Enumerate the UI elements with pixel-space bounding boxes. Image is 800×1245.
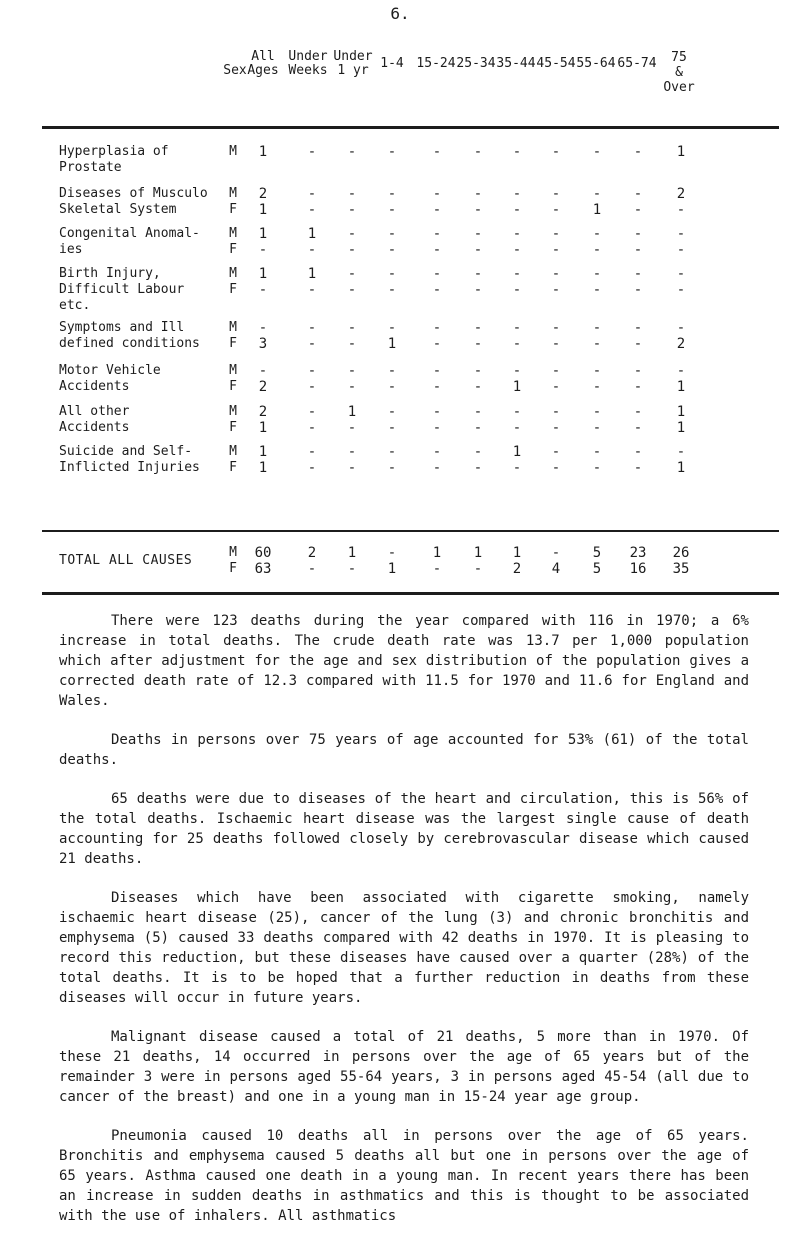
table-cell: - (512, 186, 522, 202)
table-cell: - (307, 186, 317, 202)
sex-cell: M (229, 404, 237, 419)
table-cell: - (307, 282, 317, 298)
table-cell: - (307, 144, 317, 160)
table-cell: - (551, 404, 561, 420)
table-cell: - (592, 242, 602, 258)
table-cell: - (592, 336, 602, 352)
table-cell: - (432, 202, 442, 218)
table-cell: - (307, 336, 317, 352)
column-header: 45-54 (536, 56, 576, 71)
total-cell: 63 (254, 561, 272, 577)
sex-cell: M (229, 363, 237, 378)
table-cell: - (512, 420, 522, 436)
table-cell: - (347, 460, 357, 476)
column-header: 65-74 (617, 56, 657, 71)
table-cell: - (307, 363, 317, 379)
sex-cell: M (229, 186, 237, 201)
row-label: Symptoms and Ill (59, 320, 185, 335)
table-cell: - (347, 336, 357, 352)
table-cell: 3 (258, 336, 268, 352)
table-cell: - (592, 379, 602, 395)
body-text (59, 611, 749, 1245)
table-cell: - (387, 460, 397, 476)
table-cell: - (676, 282, 686, 298)
table-cell: - (633, 282, 643, 298)
row-label: Accidents (59, 420, 130, 435)
table-cell: 2 (676, 336, 686, 352)
table-header (0, 50, 800, 120)
table-cell: - (432, 363, 442, 379)
table-cell: - (551, 460, 561, 476)
total-cell: - (307, 561, 317, 577)
row-label: All other (59, 404, 130, 419)
row-label: Birth Injury, (59, 266, 161, 281)
table-cell: - (473, 226, 483, 242)
table-cell: - (473, 444, 483, 460)
table-cell: - (347, 420, 357, 436)
table-cell: - (432, 320, 442, 336)
table-cell: 1 (347, 404, 357, 420)
table-cell: - (592, 144, 602, 160)
row-label: Diseases of Musculo (59, 186, 208, 201)
table-cell: - (512, 460, 522, 476)
sex-cell: M (229, 144, 237, 159)
row-label: ies (59, 242, 83, 257)
sex-cell: M (229, 226, 237, 241)
column-header: Sex (223, 63, 247, 78)
table-cell: - (551, 444, 561, 460)
table-cell: 1 (258, 420, 268, 436)
total-cell: - (551, 545, 561, 561)
table-cell: - (551, 336, 561, 352)
table-cell: - (432, 186, 442, 202)
table-cell: - (676, 444, 686, 460)
paragraph: Pneumonia caused 10 deaths all in persons over the age of 65 years. Bronchitis and emphysema caused 5 deaths all but one in persons over the age of 65 years. Asthma caused one death in a young man. In recent years there has been an increase in sudden deaths in asthmatics and this is thought to be associated with the use of inhalers. All asthmatics (59, 1128, 749, 1224)
table-cell: - (676, 226, 686, 242)
sex-cell: F (229, 336, 237, 351)
total-cell: 1 (473, 545, 483, 561)
table-cell: - (307, 202, 317, 218)
table-cell: - (512, 336, 522, 352)
sex-cell: M (229, 545, 237, 560)
column-header: 75 & Over (663, 50, 695, 95)
table-cell: - (676, 266, 686, 282)
table-cell: 1 (258, 202, 268, 218)
table-cell: - (432, 242, 442, 258)
table-cell: - (347, 144, 357, 160)
table-cell: - (432, 266, 442, 282)
table-cell: 1 (258, 444, 268, 460)
table-cell: - (512, 242, 522, 258)
row-label: defined conditions (59, 336, 200, 351)
table-cell: - (432, 444, 442, 460)
table-cell: - (592, 186, 602, 202)
table-cell: - (258, 320, 268, 336)
total-cell: 1 (512, 545, 522, 561)
table-cell: - (432, 404, 442, 420)
table-cell: - (633, 226, 643, 242)
table-cell: - (347, 226, 357, 242)
table-cell: - (592, 444, 602, 460)
column-header: 1-4 (380, 56, 404, 71)
paragraph: Deaths in persons over 75 years of age accounted for 53% (61) of the total deaths. (59, 732, 749, 768)
row-label: Motor Vehicle (59, 363, 161, 378)
table-cell: - (387, 186, 397, 202)
table-cell: - (473, 420, 483, 436)
table-cell: - (307, 242, 317, 258)
table-cell: - (473, 363, 483, 379)
table-cell: 1 (512, 444, 522, 460)
table-cell: - (512, 404, 522, 420)
table-cell: - (512, 144, 522, 160)
table-cell: - (592, 266, 602, 282)
column-header: 35-44 (496, 56, 536, 71)
table-cell: - (633, 144, 643, 160)
table-cell: 1 (258, 460, 268, 476)
total-cell: 4 (551, 561, 561, 577)
table-cell: - (473, 242, 483, 258)
table-cell: - (473, 336, 483, 352)
table-cell: - (307, 460, 317, 476)
table-cell: - (387, 363, 397, 379)
row-label: Accidents (59, 379, 130, 394)
table-cell: - (258, 363, 268, 379)
table-cell: - (473, 379, 483, 395)
table-cell: - (676, 363, 686, 379)
table-cell: - (551, 202, 561, 218)
table-cell: 1 (676, 420, 686, 436)
table-cell: - (307, 320, 317, 336)
table-cell: - (592, 363, 602, 379)
table-cell: - (676, 320, 686, 336)
table-cell: - (551, 226, 561, 242)
table-cell: - (512, 226, 522, 242)
table-cell: - (551, 320, 561, 336)
table-cell: - (387, 444, 397, 460)
table-cell: - (473, 144, 483, 160)
table-cell: - (347, 242, 357, 258)
row-label: Congenital Anomal- (59, 226, 200, 241)
total-cell: 5 (592, 545, 602, 561)
table-cell: - (512, 202, 522, 218)
table-cell: - (347, 363, 357, 379)
sex-cell: F (229, 379, 237, 394)
total-cell: 1 (347, 545, 357, 561)
row-label: Difficult Labour (59, 282, 185, 297)
table-cell: - (551, 186, 561, 202)
table-cell: 2 (258, 379, 268, 395)
table-cell: - (347, 282, 357, 298)
table-cell: 1 (676, 379, 686, 395)
table-cell: - (551, 363, 561, 379)
column-header: Under Weeks (288, 49, 328, 78)
table-cell: - (592, 460, 602, 476)
total-cell: - (432, 561, 442, 577)
table-cell: 2 (258, 186, 268, 202)
table-cell: - (512, 266, 522, 282)
table-cell: - (307, 404, 317, 420)
sex-cell: F (229, 202, 237, 217)
table-cell: - (387, 202, 397, 218)
total-cell: - (347, 561, 357, 577)
total-label: TOTAL ALL CAUSES (59, 553, 193, 568)
table-cell: - (633, 379, 643, 395)
total-cell: 5 (592, 561, 602, 577)
table-cell: - (592, 226, 602, 242)
table-cell: - (387, 144, 397, 160)
table-cell: - (432, 379, 442, 395)
table-cell: - (633, 363, 643, 379)
table-cell: - (633, 320, 643, 336)
table-bottom-rule (42, 592, 779, 595)
total-cell: 1 (387, 561, 397, 577)
table-cell: - (258, 282, 268, 298)
row-label: Skeletal System (59, 202, 177, 217)
table-cell: 1 (676, 460, 686, 476)
paragraph: Diseases which have been associated with cigarette smoking, namely ischaemic heart disease (25), cancer of the lung (3) and chronic bronchitis and emphysema (5) caused 33 deaths compared with 42 deaths in 1970. It is pleasing to record this reduction, but these diseases have caused over a quarter (28%) of the total deaths. It is to be hoped that a further reduction in deaths from these diseases will occur in future years. (59, 890, 749, 1006)
table-cell: - (473, 404, 483, 420)
table-cell: - (387, 242, 397, 258)
table-cell: - (347, 444, 357, 460)
table-cell: - (432, 282, 442, 298)
table-cell: - (347, 186, 357, 202)
sex-cell: F (229, 242, 237, 257)
total-cell: 2 (307, 545, 317, 561)
sex-cell: F (229, 561, 237, 576)
table-cell: - (592, 420, 602, 436)
table-cell: - (347, 379, 357, 395)
table-cell: - (387, 282, 397, 298)
row-label: etc. (59, 298, 91, 313)
sex-cell: F (229, 282, 237, 297)
table-cell: - (387, 266, 397, 282)
total-cell: 60 (254, 545, 272, 561)
table-cell: - (432, 460, 442, 476)
sex-cell: M (229, 444, 237, 459)
table-cell: 1 (307, 226, 317, 242)
table-cell: - (633, 336, 643, 352)
table-cell: - (551, 266, 561, 282)
column-header: Under 1 yr (333, 49, 373, 78)
table-cell: - (633, 420, 643, 436)
paragraph: Malignant disease caused a total of 21 deaths, 5 more than in 1970. Of these 21 deaths, 14 occurred in persons over the age of 65 years but of the remainder 3 were in persons aged 55-64 years, 3 in persons aged 45-54 (all due to cancer of the breast) and one in a young man in 15-24 year age group. (59, 1029, 749, 1105)
total-cell: - (387, 545, 397, 561)
table-cell: - (307, 379, 317, 395)
row-label: Suicide and Self- (59, 444, 193, 459)
table-cell: 1 (676, 404, 686, 420)
table-cell: 1 (512, 379, 522, 395)
total-cell: 35 (672, 561, 690, 577)
column-header: All Ages (247, 49, 279, 78)
table-cell: - (387, 379, 397, 395)
row-label: Hyperplasia of (59, 144, 169, 159)
table-cell: - (473, 202, 483, 218)
table-cell: - (592, 320, 602, 336)
table-cell: 1 (676, 144, 686, 160)
table-cell: 1 (592, 202, 602, 218)
table-cell: 2 (258, 404, 268, 420)
table-cell: - (676, 202, 686, 218)
table-cell: - (432, 226, 442, 242)
row-label: Inflicted Injuries (59, 460, 200, 475)
table-cell: 2 (676, 186, 686, 202)
table-cell: - (473, 320, 483, 336)
table-cell: - (592, 404, 602, 420)
table-cell: 1 (387, 336, 397, 352)
total-cell: 26 (672, 545, 690, 561)
table-cell: - (473, 186, 483, 202)
table-cell: - (551, 379, 561, 395)
table-cell: - (432, 420, 442, 436)
table-cell: - (473, 460, 483, 476)
table-cell: - (633, 404, 643, 420)
table-cell: - (347, 202, 357, 218)
row-label: Prostate (59, 160, 122, 175)
table-cell: - (347, 266, 357, 282)
column-header: 15-24 (416, 56, 456, 71)
sex-cell: F (229, 460, 237, 475)
table-cell: - (347, 320, 357, 336)
total-cell: - (473, 561, 483, 577)
table-cell: - (633, 444, 643, 460)
table-cell: 1 (258, 266, 268, 282)
table-cell: - (387, 404, 397, 420)
table-cell: - (387, 320, 397, 336)
table-cell: - (592, 282, 602, 298)
table-cell: - (258, 242, 268, 258)
sex-cell: F (229, 420, 237, 435)
column-header: 25-34 (456, 56, 496, 71)
table-cell: - (512, 363, 522, 379)
sex-cell: M (229, 266, 237, 281)
paragraph: There were 123 deaths during the year compared with 116 in 1970; a 6% increase in total deaths. The crude death rate was 13.7 per 1,000 population which after adjustment for the age and sex distribution of the population gives a corrected death rate of 12.3 compared with 11.5 for 1970 and 11.6 for England and Wales. (59, 613, 749, 709)
table-cell: - (512, 282, 522, 298)
table-top-rule (42, 126, 779, 129)
table-total-rule (42, 530, 779, 532)
table-cell: - (633, 266, 643, 282)
table-cell: - (387, 420, 397, 436)
table-cell: - (676, 242, 686, 258)
table-cell: - (307, 444, 317, 460)
table-cell: - (551, 420, 561, 436)
table-cell: - (473, 282, 483, 298)
total-cell: 2 (512, 561, 522, 577)
table-cell: - (432, 336, 442, 352)
table-cell: - (551, 144, 561, 160)
table-cell: - (387, 226, 397, 242)
sex-cell: M (229, 320, 237, 335)
column-header: 55-64 (576, 56, 616, 71)
paragraph: 65 deaths were due to diseases of the heart and circulation, this is 56% of the total deaths. Ischaemic heart disease was the largest single cause of death accounting for 25 deaths followed closely by cerebrovascular disease which caused 21 deaths. (59, 791, 749, 867)
total-cell: 23 (629, 545, 647, 561)
table-cell: 1 (307, 266, 317, 282)
table-cell: - (551, 282, 561, 298)
table-cell: - (432, 144, 442, 160)
table-cell: - (307, 420, 317, 436)
table-cell: - (633, 186, 643, 202)
table-cell: - (473, 266, 483, 282)
table-cell: - (633, 460, 643, 476)
total-cell: 16 (629, 561, 647, 577)
total-cell: 1 (432, 545, 442, 561)
table-cell: 1 (258, 226, 268, 242)
page-number: 6. (390, 4, 410, 23)
table-cell: - (512, 320, 522, 336)
table-cell: - (551, 242, 561, 258)
table-cell: 1 (258, 144, 268, 160)
table-cell: - (633, 202, 643, 218)
table-cell: - (633, 242, 643, 258)
